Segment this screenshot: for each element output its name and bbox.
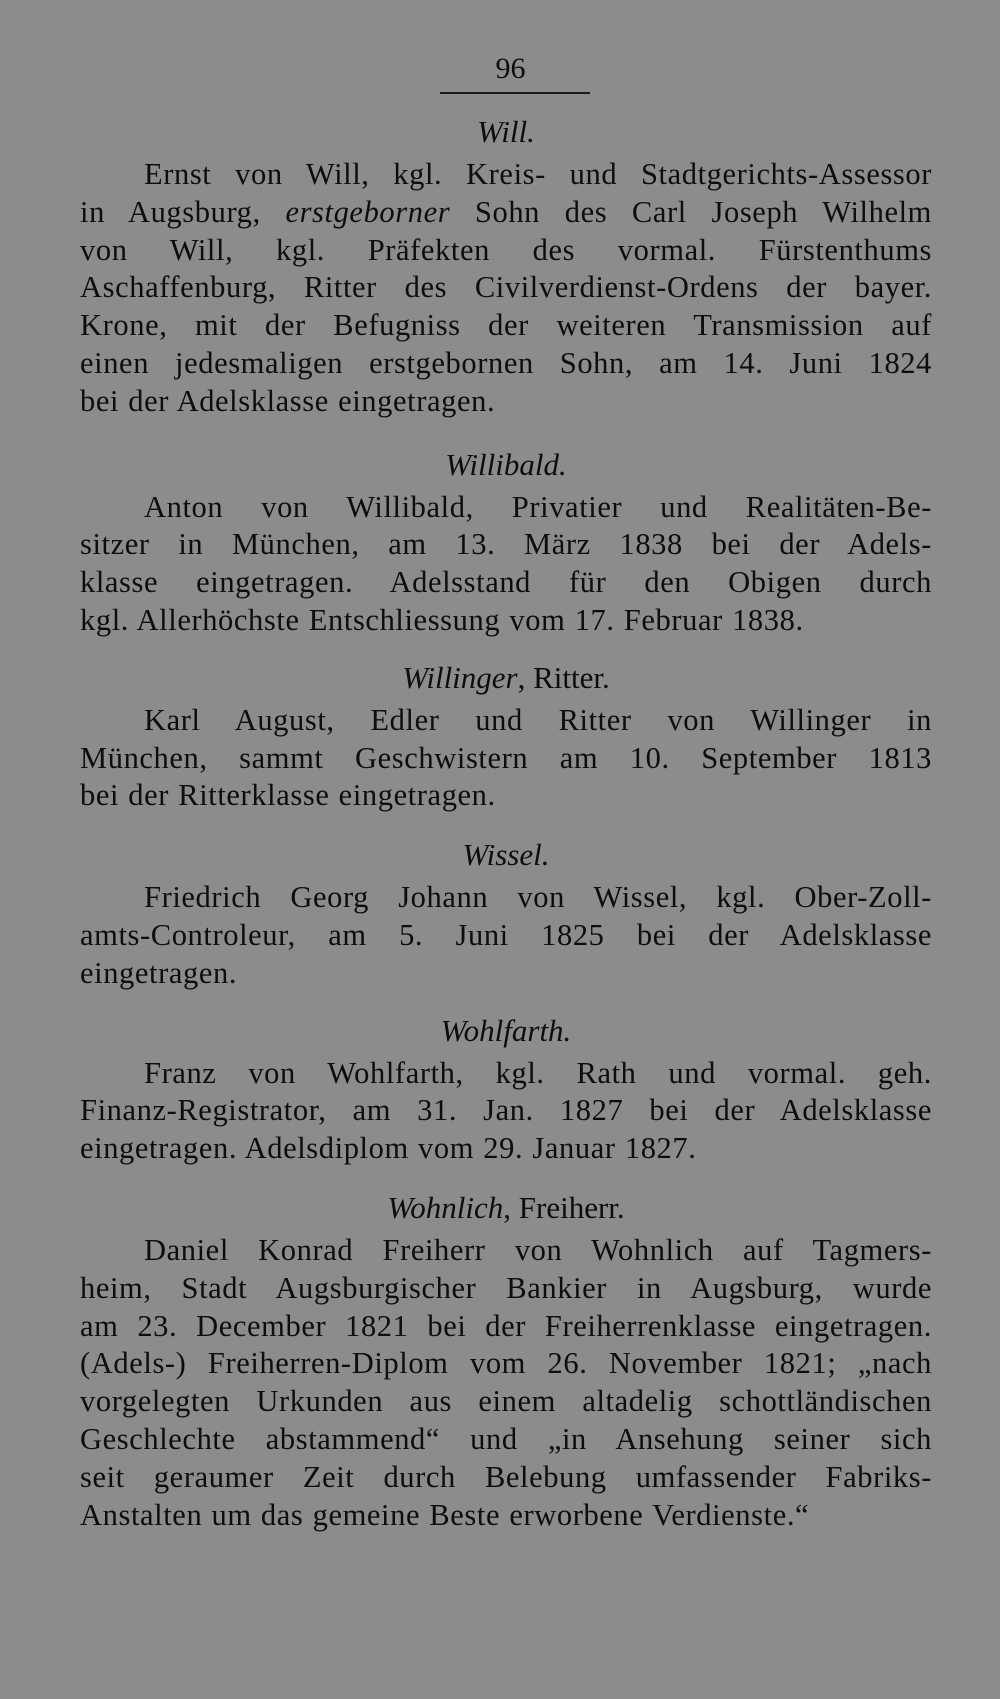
text-line [80, 1308, 932, 1346]
entry-family-name: Willibald. [445, 446, 567, 482]
text-line [80, 1130, 932, 1168]
text-line [80, 702, 932, 740]
line-text: Daniel Konrad Freiherr von Wohnlich auf Tagmers- [144, 1232, 932, 1267]
text-line [80, 489, 932, 527]
text-line [80, 917, 932, 955]
entry-text [80, 702, 932, 815]
line-text: kgl. Allerhöchste Entschliessung vom 17. Februar 1838. [80, 602, 804, 637]
text-line [80, 777, 932, 815]
emphasized-text: erstgeborner [285, 194, 451, 229]
line-text: Anton von Willibald, Privatier und Realitäten-Be- [144, 489, 932, 524]
text-line [80, 740, 932, 778]
entry-family-name: Willinger [402, 659, 518, 695]
line-text: seit geraumer Zeit durch Belebung umfassender Fabriks- [80, 1459, 932, 1494]
text-line [80, 383, 932, 421]
line-text: heim, Stadt Augsburgischer Bankier in Augsburg, wurde [80, 1270, 932, 1305]
line-text: einen jedesmaligen erstgebornen Sohn, am 14. Juni 1824 [80, 345, 932, 380]
document-page [80, 52, 932, 1534]
line-text: München, sammt Geschwistern am 10. September 1813 [80, 740, 932, 775]
text-line [80, 156, 932, 194]
text-line [80, 879, 932, 917]
text-line [80, 955, 932, 993]
line-text: Geschlechte abstammend“ und „in Ansehung seiner sich [80, 1421, 932, 1456]
line-text: Sohn des Carl Joseph Wilhelm [450, 194, 932, 229]
text-line [80, 1092, 932, 1130]
line-text: (Adels-) Freiherren-Diplom vom 26. November 1821; „nach [80, 1346, 932, 1381]
text-line [80, 232, 932, 270]
line-text: am 23. December 1821 bei der Freiherrenklasse eingetragen. [80, 1308, 932, 1343]
entry-family-name: Wohnlich [387, 1189, 504, 1225]
line-text: Aschaffenburg, Ritter des Civilverdienst-Ordens der bayer. [80, 270, 932, 305]
entry-family-name: Wissel. [462, 837, 550, 873]
line-text: von Will, kgl. Präfekten des vormal. Fürstenthums [80, 232, 932, 267]
text-line [80, 345, 932, 383]
entry-text [80, 879, 932, 992]
text-line [80, 1232, 932, 1270]
entry-heading [80, 445, 932, 485]
page-number-rule [440, 92, 590, 94]
entry-heading [80, 1188, 932, 1228]
text-line [80, 1345, 932, 1383]
entry-text [80, 156, 932, 421]
entry-title-suffix: , Freiherr. [503, 1189, 625, 1225]
entry-heading [80, 112, 932, 152]
line-text: sitzer in München, am 13. März 1838 bei der Adels- [80, 527, 932, 562]
line-text: Krone, mit der Befugniss der weiteren Transmission auf [80, 308, 932, 343]
entries-list [80, 112, 932, 1534]
line-text: Finanz-Registrator, am 31. Jan. 1827 bei der Adelsklasse [80, 1093, 932, 1128]
text-line [80, 1459, 932, 1497]
line-text: eingetragen. [80, 955, 238, 990]
text-line [80, 1497, 932, 1535]
entry-text [80, 1232, 932, 1534]
entry-heading [80, 658, 932, 698]
entry-family-name: Wohlfarth. [440, 1012, 572, 1048]
entry-family-name: Will. [477, 114, 535, 149]
line-text: amts-Controleur, am 5. Juni 1825 bei der Adelsklasse [80, 917, 932, 952]
page-number: 96 [495, 52, 526, 85]
text-line [80, 1421, 932, 1459]
entry-text [80, 489, 932, 640]
line-text: Karl August, Edler und Ritter von Willinger in [144, 702, 932, 737]
line-text: in Augsburg, [80, 194, 286, 229]
line-text: Franz von Wohlfarth, kgl. Rath und vormal. geh. [144, 1055, 932, 1090]
line-text: bei der Adelsklasse eingetragen. [80, 383, 496, 418]
text-line [80, 307, 932, 345]
line-text: Ernst von Will, kgl. Kreis- und Stadtgerichts-Assessor [144, 157, 932, 191]
text-line [80, 564, 932, 602]
entry-heading [80, 835, 932, 875]
text-line [80, 602, 932, 640]
line-text: Anstalten um das gemeine Beste erworbene Verdienste.“ [80, 1497, 810, 1532]
entry-text [80, 1055, 932, 1168]
text-line [80, 1383, 932, 1421]
line-text: eingetragen. Adelsdiplom vom 29. Januar 1827. [80, 1131, 697, 1166]
line-text: Friedrich Georg Johann von Wissel, kgl. Ober-Zoll- [144, 880, 932, 915]
text-line [80, 194, 932, 232]
line-text: bei der Ritterklasse eingetragen. [80, 778, 496, 813]
text-line [80, 269, 932, 307]
entry-title-suffix: , Ritter. [517, 659, 610, 695]
line-text: vorgelegten Urkunden aus einem altadelig schottländischen [80, 1384, 932, 1419]
text-line [80, 1270, 932, 1308]
line-text: klasse eingetragen. Adelsstand für den Obigen durch [80, 565, 932, 600]
text-line [80, 1055, 932, 1093]
text-line [80, 526, 932, 564]
entry-heading [80, 1011, 932, 1051]
